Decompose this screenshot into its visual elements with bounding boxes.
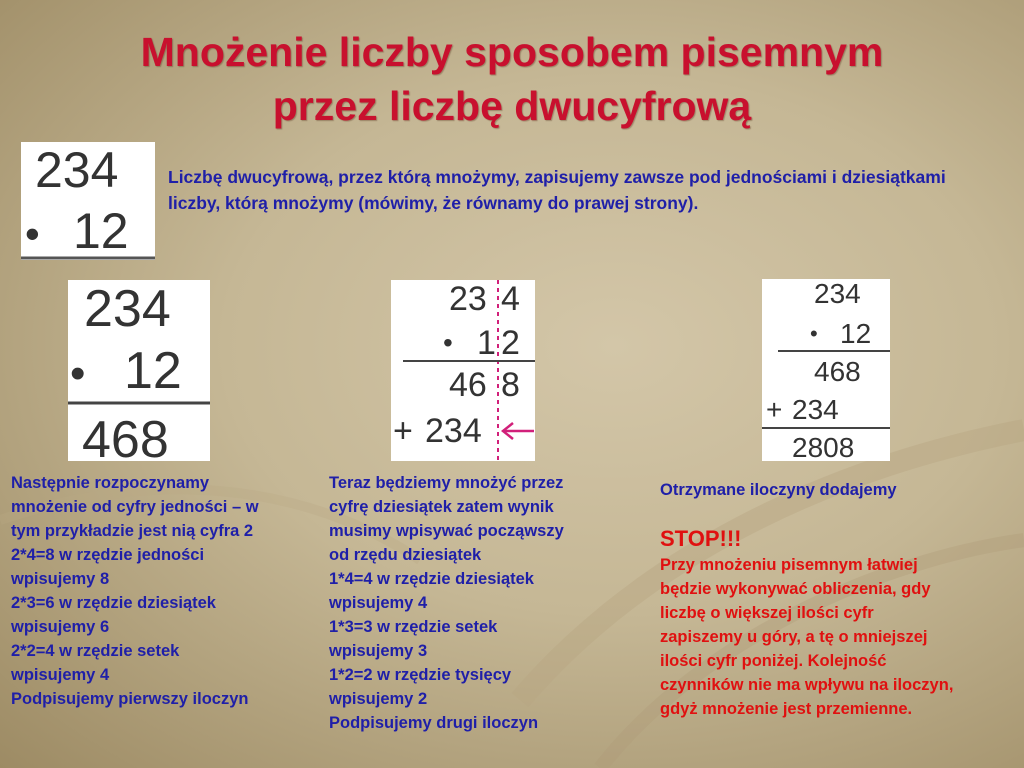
page-title-line-2: przez liczbę dwucyfrową bbox=[272, 83, 752, 129]
text-line: wpisujemy 8 bbox=[11, 570, 110, 588]
first-product-part: 46 bbox=[449, 366, 487, 404]
text-line: 1*3=3 w rzędzie setek bbox=[329, 618, 498, 636]
text-line: Otrzymane iloczyny dodajemy bbox=[660, 481, 897, 499]
text-line: wpisujemy 6 bbox=[11, 618, 110, 636]
multiplicand-units: 4 bbox=[501, 280, 520, 318]
warning-line: gdyż mnożenie jest przemienne. bbox=[660, 700, 913, 718]
text-line: Podpisujemy pierwszy iloczyn bbox=[11, 690, 249, 708]
warning-line: będzie wykonywać obliczenia, gdy bbox=[660, 580, 931, 598]
text-line: 2*3=6 w rzędzie dziesiątek bbox=[11, 594, 216, 612]
multiplicand: 234 bbox=[814, 279, 861, 309]
second-product: 234 bbox=[425, 412, 482, 450]
text-line: Teraz będziemy mnożyć przez bbox=[329, 474, 564, 492]
text-line: 1*4=4 w rzędzie dziesiątek bbox=[329, 570, 534, 588]
text-line: wpisujemy 4 bbox=[329, 594, 428, 612]
multiply-dot: • bbox=[70, 349, 86, 398]
text-line: tym przykładzie jest nią cyfra 2 bbox=[11, 522, 254, 540]
plus-sign: + bbox=[766, 394, 783, 425]
first-product: 468 bbox=[82, 411, 169, 461]
explanation-column-1 bbox=[11, 471, 259, 711]
final-result: 2808 bbox=[792, 432, 855, 461]
text-line: wpisujemy 3 bbox=[329, 642, 428, 660]
multiplier: 12 bbox=[124, 342, 182, 400]
text-line: 2*4=8 w rzędzie jedności bbox=[11, 546, 205, 564]
warning-line: liczbę o większej ilości cyfr bbox=[660, 604, 874, 622]
text-line: 2*2=4 w rzędzie setek bbox=[11, 642, 180, 660]
text-line: 1*2=2 w rzędzie tysięcy bbox=[329, 666, 512, 684]
multiplicand: 234 bbox=[35, 142, 119, 198]
multiply-dot: • bbox=[810, 321, 818, 346]
explanation-column-3 bbox=[660, 478, 953, 721]
text-line: mnożenie od cyfry jedności – w bbox=[11, 498, 259, 516]
example-card-sum bbox=[762, 279, 890, 461]
text-line: wpisujemy 2 bbox=[329, 690, 428, 708]
explanation-column-2 bbox=[329, 471, 564, 735]
text-line: musimy wpisywać począwszy bbox=[329, 522, 564, 540]
multiply-dot: • bbox=[443, 327, 453, 358]
example-card-first-product bbox=[68, 280, 210, 461]
second-product: 234 bbox=[792, 394, 839, 425]
text-line: od rzędu dziesiątek bbox=[329, 546, 482, 564]
warning-line: zapiszemy u góry, a tę o mniejszej bbox=[660, 628, 928, 646]
text-line: Następnie rozpoczynamy bbox=[11, 474, 210, 492]
stop-heading: STOP!!! bbox=[660, 526, 742, 551]
multiplicand-part: 23 bbox=[449, 280, 487, 318]
example-card-second-product bbox=[391, 280, 535, 461]
multiplier: 12 bbox=[840, 318, 872, 349]
intro-text: Liczbę dwucyfrową, przez którą mnożymy, zapisujemy zawsze pod jednościami i dziesiątkami liczby, którą mnożymy (mówimy, że równamy do prawej strony). bbox=[168, 167, 946, 213]
text-line: cyfrę dziesiątek zatem wynik bbox=[329, 498, 554, 516]
page-title-line-1: Mnożenie liczby sposobem pisemnym bbox=[140, 29, 884, 75]
example-card-setup bbox=[21, 142, 155, 260]
multiplier-units: 2 bbox=[501, 324, 520, 362]
multiplier: 12 bbox=[73, 203, 129, 259]
warning-line: ilości cyfr poniżej. Kolejność bbox=[660, 652, 887, 670]
text-line: wpisujemy 4 bbox=[11, 666, 110, 684]
warning-line: czynników nie ma wpływu na iloczyn, bbox=[660, 676, 954, 694]
text-line: Podpisujemy drugi iloczyn bbox=[329, 714, 539, 732]
multiplier-tens: 1 bbox=[477, 324, 496, 362]
plus-sign: + bbox=[393, 412, 413, 450]
left-arrow-icon bbox=[503, 423, 534, 439]
first-product-units: 8 bbox=[501, 366, 520, 404]
warning-line: Przy mnożeniu pisemnym łatwiej bbox=[660, 556, 918, 574]
multiplicand: 234 bbox=[84, 280, 171, 338]
first-product: 468 bbox=[814, 356, 861, 387]
multiply-dot: • bbox=[25, 210, 40, 257]
